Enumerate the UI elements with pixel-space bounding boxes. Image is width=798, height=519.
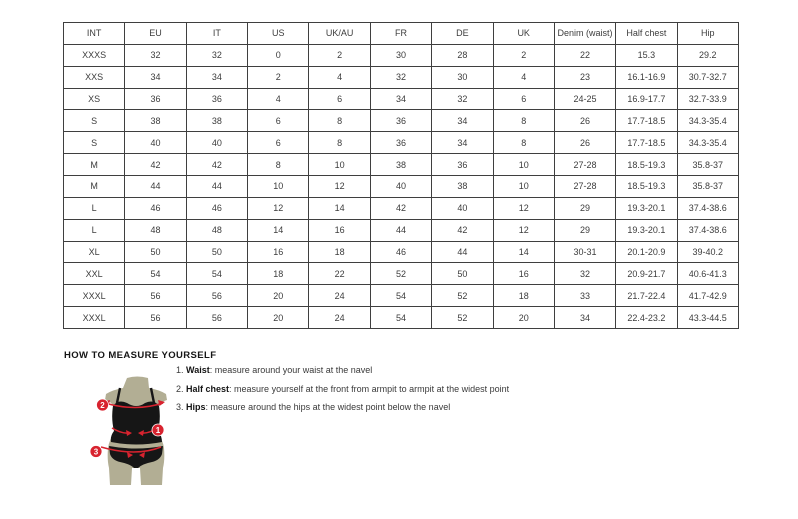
- badge-hips: [90, 446, 102, 458]
- table-row: [64, 44, 739, 66]
- table-cell: 16: [309, 219, 370, 241]
- table-cell: 54: [186, 263, 247, 285]
- table-cell: 56: [186, 307, 247, 329]
- table-cell: 19.3-20.1: [616, 197, 677, 219]
- table-cell: 36: [370, 132, 431, 154]
- table-cell: 56: [125, 307, 186, 329]
- table-cell: 27-28: [554, 176, 615, 198]
- size-conversion-table: [63, 22, 739, 329]
- table-cell: 17.7-18.5: [616, 132, 677, 154]
- table-cell: 38: [432, 176, 493, 198]
- table-cell: 34: [370, 88, 431, 110]
- table-cell: 54: [125, 263, 186, 285]
- table-cell: 18: [248, 263, 309, 285]
- table-cell: 2: [309, 44, 370, 66]
- table-cell: 34.3-35.4: [677, 132, 738, 154]
- table-cell: 32: [370, 66, 431, 88]
- instruction-text: : measure yourself at the front from armpit to armpit at the widest point: [229, 383, 510, 394]
- table-cell: XXS: [64, 66, 125, 88]
- table-cell: S: [64, 132, 125, 154]
- table-cell: 14: [493, 241, 554, 263]
- table-cell: 36: [125, 88, 186, 110]
- table-cell: 54: [370, 285, 431, 307]
- table-cell: 36: [186, 88, 247, 110]
- measure-instruction: [176, 365, 506, 376]
- table-cell: 18.5-19.3: [616, 176, 677, 198]
- table-cell: 34: [186, 66, 247, 88]
- table-row: [64, 132, 739, 154]
- table-cell: L: [64, 197, 125, 219]
- instruction-text: : measure around your waist at the navel: [209, 365, 373, 375]
- table-cell: 33: [554, 285, 615, 307]
- table-cell: XL: [64, 241, 125, 263]
- table-cell: 18: [309, 241, 370, 263]
- column-header: Denim (waist): [554, 23, 615, 45]
- table-cell: 54: [370, 307, 431, 329]
- table-row: [64, 241, 739, 263]
- table-cell: 34: [432, 110, 493, 132]
- table-cell: 24-25: [554, 88, 615, 110]
- table-cell: 48: [186, 219, 247, 241]
- table-cell: 12: [309, 176, 370, 198]
- table-cell: 35.8-37: [677, 154, 738, 176]
- table-cell: 18.5-19.3: [616, 154, 677, 176]
- table-cell: 41.7-42.9: [677, 285, 738, 307]
- table-cell: 19.3-20.1: [616, 219, 677, 241]
- table-row: [64, 110, 739, 132]
- table-row: [64, 176, 739, 198]
- table-row: [64, 219, 739, 241]
- table-cell: 16: [248, 241, 309, 263]
- table-cell: 8: [493, 110, 554, 132]
- table-cell: 36: [370, 110, 431, 132]
- table-cell: 23: [554, 66, 615, 88]
- table-cell: 39-40.2: [677, 241, 738, 263]
- badge-half-chest: [97, 399, 109, 411]
- instruction-number: 1.: [176, 365, 184, 375]
- table-cell: 32: [186, 44, 247, 66]
- table-cell: 37.4-38.6: [677, 197, 738, 219]
- table-cell: 22.4-23.2: [616, 307, 677, 329]
- table-cell: 26: [554, 132, 615, 154]
- table-cell: 38: [370, 154, 431, 176]
- badge-hips-number: 3: [93, 447, 99, 457]
- table-cell: 48: [125, 219, 186, 241]
- table-cell: 24: [309, 307, 370, 329]
- table-cell: 37.4-38.6: [677, 219, 738, 241]
- table-cell: 20.9-21.7: [616, 263, 677, 285]
- column-header: Half chest: [616, 23, 677, 45]
- table-cell: L: [64, 219, 125, 241]
- table-cell: 22: [554, 44, 615, 66]
- badge-waist-number: 1: [155, 426, 161, 435]
- table-cell: 24: [309, 285, 370, 307]
- table-cell: 28: [432, 44, 493, 66]
- column-header: DE: [432, 23, 493, 45]
- table-cell: 22: [309, 263, 370, 285]
- table-cell: 38: [125, 110, 186, 132]
- table-cell: 29.2: [677, 44, 738, 66]
- column-header: EU: [125, 23, 186, 45]
- table-cell: 8: [309, 132, 370, 154]
- table-cell: 46: [125, 197, 186, 219]
- measure-instruction: [176, 383, 510, 395]
- table-cell: 34: [432, 132, 493, 154]
- table-cell: 29: [554, 219, 615, 241]
- table-cell: 8: [248, 154, 309, 176]
- table-cell: 34.3-35.4: [677, 110, 738, 132]
- table-cell: 27-28: [554, 154, 615, 176]
- column-header: IT: [186, 23, 247, 45]
- table-cell: 12: [493, 197, 554, 219]
- table-cell: 40: [186, 132, 247, 154]
- column-header: UK/AU: [309, 23, 370, 45]
- table-cell: 16: [493, 263, 554, 285]
- table-cell: 2: [248, 66, 309, 88]
- table-cell: 40.6-41.3: [677, 263, 738, 285]
- table-cell: 10: [493, 176, 554, 198]
- table-cell: 10: [248, 176, 309, 198]
- table-cell: 16.9-17.7: [616, 88, 677, 110]
- table-cell: 8: [309, 110, 370, 132]
- table-cell: 36: [432, 154, 493, 176]
- table-cell: 12: [248, 197, 309, 219]
- table-cell: 20: [493, 307, 554, 329]
- table-cell: 42: [370, 197, 431, 219]
- column-header: UK: [493, 23, 554, 45]
- table-cell: 44: [370, 219, 431, 241]
- table-cell: 20: [248, 285, 309, 307]
- table-cell: 38: [186, 110, 247, 132]
- column-header: Hip: [677, 23, 738, 45]
- table-row: [64, 66, 739, 88]
- table-cell: 10: [493, 154, 554, 176]
- table-cell: 6: [493, 88, 554, 110]
- table-cell: XXXS: [64, 44, 125, 66]
- instruction-number: 2.: [176, 383, 184, 394]
- instruction-text: : measure around the hips at the widest point below the navel: [205, 402, 451, 412]
- table-header-row: [64, 23, 739, 45]
- table-cell: XXXL: [64, 285, 125, 307]
- table-cell: 43.3-44.5: [677, 307, 738, 329]
- column-header: INT: [64, 23, 125, 45]
- table-cell: 10: [309, 154, 370, 176]
- table-cell: XXL: [64, 263, 125, 285]
- table-cell: XS: [64, 88, 125, 110]
- table-cell: 50: [432, 263, 493, 285]
- table-cell: XXXL: [64, 307, 125, 329]
- table-row: [64, 154, 739, 176]
- table-cell: 46: [186, 197, 247, 219]
- table-cell: 17.7-18.5: [616, 110, 677, 132]
- table-cell: 29: [554, 197, 615, 219]
- table-cell: 12: [493, 219, 554, 241]
- table-cell: 52: [432, 307, 493, 329]
- table-cell: 40: [432, 197, 493, 219]
- table-cell: 42: [125, 154, 186, 176]
- table-cell: 18: [493, 285, 554, 307]
- table-cell: 4: [493, 66, 554, 88]
- table-cell: 2: [493, 44, 554, 66]
- instruction-number: 3.: [176, 402, 184, 412]
- table-row: [64, 197, 739, 219]
- table-row: [64, 285, 739, 307]
- table-cell: 34: [125, 66, 186, 88]
- table-cell: 30: [370, 44, 431, 66]
- table-cell: 42: [186, 154, 247, 176]
- table-cell: 32.7-33.9: [677, 88, 738, 110]
- table-cell: 56: [186, 285, 247, 307]
- table-cell: 14: [248, 219, 309, 241]
- table-cell: 44: [186, 176, 247, 198]
- table-cell: 32: [432, 88, 493, 110]
- instruction-label: Half chest: [186, 383, 230, 394]
- table-cell: 4: [309, 66, 370, 88]
- table-cell: 35.8-37: [677, 176, 738, 198]
- table-cell: M: [64, 154, 125, 176]
- table-cell: 40: [370, 176, 431, 198]
- table-cell: 8: [493, 132, 554, 154]
- table-cell: 40: [125, 132, 186, 154]
- table-cell: 56: [125, 285, 186, 307]
- table-row: [64, 88, 739, 110]
- measure-instruction: [176, 402, 506, 413]
- table-cell: M: [64, 176, 125, 198]
- table-cell: 4: [248, 88, 309, 110]
- table-cell: 0: [248, 44, 309, 66]
- badge-waist: [152, 424, 164, 436]
- table-cell: 46: [370, 241, 431, 263]
- table-cell: 14: [309, 197, 370, 219]
- table-cell: 32: [125, 44, 186, 66]
- instruction-label: Hips: [186, 402, 206, 412]
- table-cell: 6: [309, 88, 370, 110]
- table-cell: 50: [186, 241, 247, 263]
- table-cell: 30-31: [554, 241, 615, 263]
- table-cell: 26: [554, 110, 615, 132]
- table-cell: 6: [248, 132, 309, 154]
- table-row: [64, 307, 739, 329]
- measure-section-title: HOW TO MEASURE YOURSELF: [64, 350, 217, 361]
- badge-half-chest-number: 2: [100, 401, 105, 410]
- table-cell: 42: [432, 219, 493, 241]
- table-cell: 34: [554, 307, 615, 329]
- column-header: FR: [370, 23, 431, 45]
- table-cell: 52: [370, 263, 431, 285]
- column-header: US: [248, 23, 309, 45]
- table-cell: 6: [248, 110, 309, 132]
- table-cell: 16.1-16.9: [616, 66, 677, 88]
- instruction-label: Waist: [186, 365, 210, 375]
- table-cell: S: [64, 110, 125, 132]
- table-cell: 52: [432, 285, 493, 307]
- measure-instructions-list: [176, 365, 510, 421]
- table-cell: 50: [125, 241, 186, 263]
- table-cell: 21.7-22.4: [616, 285, 677, 307]
- table-cell: 44: [125, 176, 186, 198]
- table-cell: 44: [432, 241, 493, 263]
- measurement-figure-illustration: [84, 374, 170, 488]
- table-cell: 20: [248, 307, 309, 329]
- table-cell: 15.3: [616, 44, 677, 66]
- table-cell: 20.1-20.9: [616, 241, 677, 263]
- table-row: [64, 263, 739, 285]
- table-cell: 30: [432, 66, 493, 88]
- table-cell: 32: [554, 263, 615, 285]
- table-cell: 30.7-32.7: [677, 66, 738, 88]
